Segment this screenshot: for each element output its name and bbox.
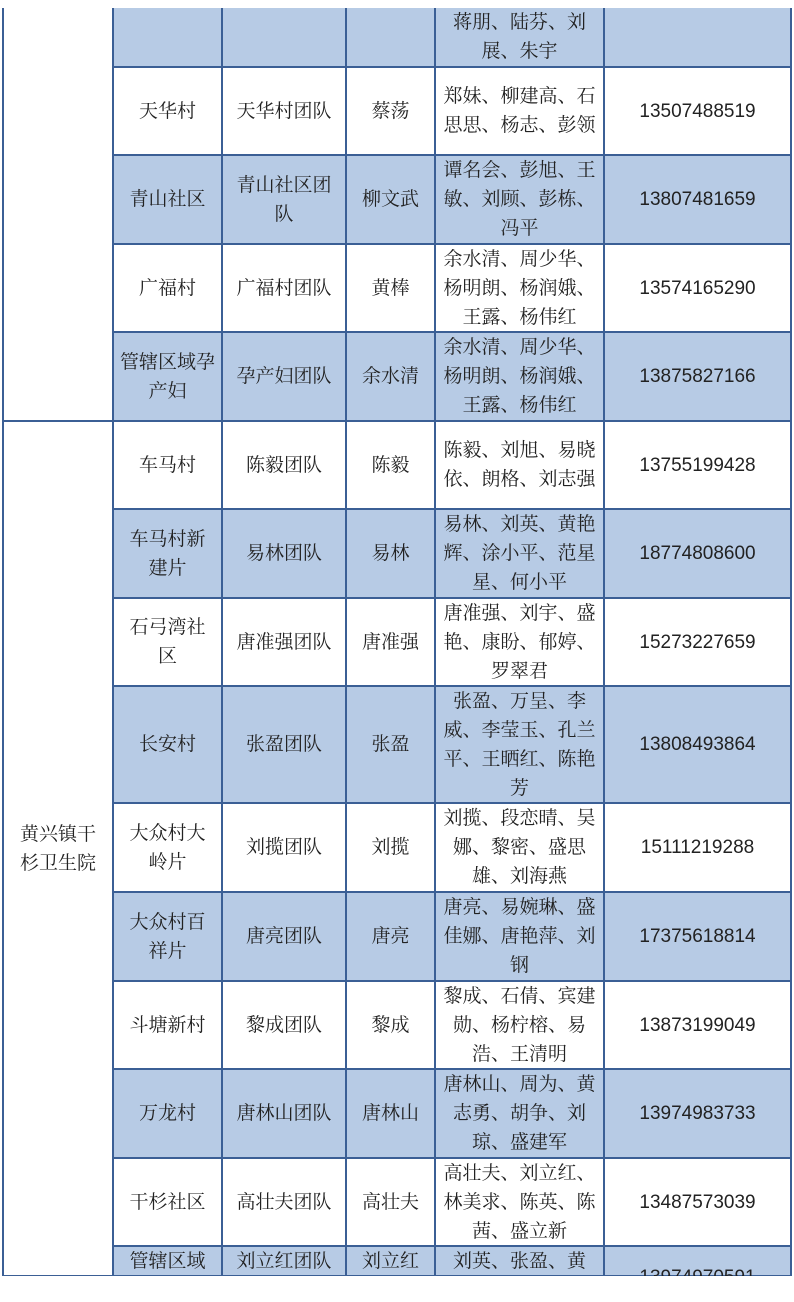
members-cell: 易林、刘英、黄艳辉、涂小平、范星星、何小平 bbox=[443, 513, 596, 593]
phone-cell: 13974983733 bbox=[639, 1103, 756, 1124]
page-bottom-margin bbox=[0, 1276, 794, 1302]
members-cell: 陈毅、刘旭、易晓依、朗格、刘志强 bbox=[443, 439, 596, 490]
leader-cell: 张盈 bbox=[371, 733, 410, 755]
phone-cell: 13807481659 bbox=[639, 189, 756, 210]
area-cell: 石弓湾社区 bbox=[129, 616, 206, 667]
members-cell: 蒋朋、陆芬、刘展、朱宇 bbox=[452, 11, 586, 62]
leader-cell: 唐亮 bbox=[371, 925, 410, 947]
phone-cell: 15273227659 bbox=[639, 631, 756, 653]
phone-cell: 13875827166 bbox=[639, 366, 756, 387]
members-cell: 刘英、张盈、黄 bbox=[452, 1249, 586, 1272]
members-cell: 唐准强、刘宇、盛艳、康盼、郁婷、罗翠君 bbox=[443, 601, 596, 682]
institution-cell bbox=[4, 8, 112, 420]
team-cell: 刘揽团队 bbox=[245, 836, 322, 858]
phone-cell bbox=[605, 8, 790, 66]
area-cell: 车马村新建片 bbox=[129, 527, 206, 579]
members-cell: 张盈、万呈、李威、李莹玉、孔兰平、王晒红、陈艳芳 bbox=[443, 689, 596, 799]
area-cell: 车马村 bbox=[138, 453, 196, 476]
area-cell: 长安村 bbox=[138, 733, 196, 755]
phone-cell: 15111219288 bbox=[640, 837, 755, 858]
area-cell: 广福村 bbox=[138, 276, 196, 299]
phone-cell: 13755199428 bbox=[639, 454, 756, 476]
members-cell: 余水清、周少华、杨明朗、杨润娥、王露、杨伟红 bbox=[443, 247, 596, 328]
team-cell bbox=[223, 8, 345, 66]
leader-cell: 唐林山 bbox=[361, 1102, 419, 1124]
area-cell: 天华村 bbox=[138, 99, 196, 122]
leader-cell: 黎成 bbox=[371, 1013, 410, 1036]
team-cell: 张盈团队 bbox=[245, 733, 322, 755]
leader-cell: 余水清 bbox=[361, 365, 419, 387]
members-cell: 谭名会、彭旭、王敏、刘顾、彭栋、冯平 bbox=[443, 159, 596, 239]
team-cell: 唐准强团队 bbox=[236, 630, 332, 653]
team-cell: 天华村团队 bbox=[236, 99, 332, 122]
members-cell: 唐亮、易婉琳、盛佳娜、唐艳萍、刘钢 bbox=[443, 896, 596, 976]
leader-cell: 刘揽 bbox=[371, 836, 410, 858]
area-cell: 管辖区域孕产妇 bbox=[120, 350, 216, 402]
team-cell: 唐林山团队 bbox=[236, 1102, 332, 1124]
members-cell: 余水清、周少华、杨明朗、杨润娥、王露、杨伟红 bbox=[443, 336, 596, 416]
institution-cell: 黄兴镇干杉卫生院 bbox=[19, 822, 96, 874]
members-cell: 黎成、石倩、宾建勋、杨柠榕、易浩、王清明 bbox=[443, 984, 596, 1065]
team-cell: 黎成团队 bbox=[245, 1013, 322, 1036]
phone-cell: 13873199049 bbox=[639, 1014, 756, 1036]
phone-cell: 18774808600 bbox=[639, 543, 756, 564]
team-cell: 广福村团队 bbox=[236, 276, 332, 299]
phone-cell: 13574165290 bbox=[639, 277, 756, 299]
phone-cell bbox=[605, 1247, 790, 1275]
team-cell: 陈毅团队 bbox=[245, 453, 322, 476]
members-cell: 郑妹、柳建高、石思思、杨志、彭领 bbox=[443, 85, 596, 136]
phone-cell: 13808493864 bbox=[639, 734, 756, 755]
area-cell: 大众村大岭片 bbox=[129, 821, 206, 873]
leader-cell: 刘立红 bbox=[361, 1249, 419, 1272]
area-cell: 管辖区域 bbox=[129, 1249, 206, 1272]
phone-cell: 13487573039 bbox=[639, 1191, 756, 1213]
members-cell: 高壮夫、刘立红、林美求、陈英、陈茜、盛立新 bbox=[443, 1161, 596, 1242]
area-cell: 干杉社区 bbox=[129, 1190, 206, 1213]
area-cell: 大众村百祥片 bbox=[129, 910, 206, 962]
leader-cell: 陈毅 bbox=[371, 453, 410, 476]
leader-cell: 高壮夫 bbox=[361, 1190, 419, 1213]
leader-cell: 蔡荡 bbox=[371, 99, 410, 122]
phone-cell: 17375618814 bbox=[639, 926, 756, 947]
leader-cell: 易林 bbox=[371, 542, 410, 564]
team-cell: 唐亮团队 bbox=[245, 925, 322, 947]
team-cell: 孕产妇团队 bbox=[236, 365, 332, 387]
leader-cell bbox=[347, 8, 434, 66]
phone-cell: 13507488519 bbox=[639, 100, 756, 122]
leader-cell: 唐准强 bbox=[361, 630, 419, 653]
members-cell: 唐林山、周为、黄志勇、胡争、刘琼、盛建军 bbox=[443, 1073, 596, 1153]
area-cell: 万龙村 bbox=[138, 1102, 196, 1124]
leader-cell: 柳文武 bbox=[361, 188, 419, 210]
area-cell bbox=[114, 8, 221, 66]
area-cell: 青山社区 bbox=[129, 188, 206, 210]
team-cell: 青山社区团队 bbox=[236, 173, 332, 225]
team-cell: 刘立红团队 bbox=[236, 1249, 332, 1272]
members-cell: 刘揽、段恋晴、吴娜、黎密、盛思雄、刘海燕 bbox=[443, 807, 596, 887]
grid-line bbox=[790, 8, 792, 1280]
area-cell: 斗塘新村 bbox=[129, 1013, 206, 1036]
team-cell: 高壮夫团队 bbox=[236, 1190, 332, 1213]
team-cell: 易林团队 bbox=[245, 542, 322, 564]
leader-cell: 黄棒 bbox=[371, 276, 410, 299]
